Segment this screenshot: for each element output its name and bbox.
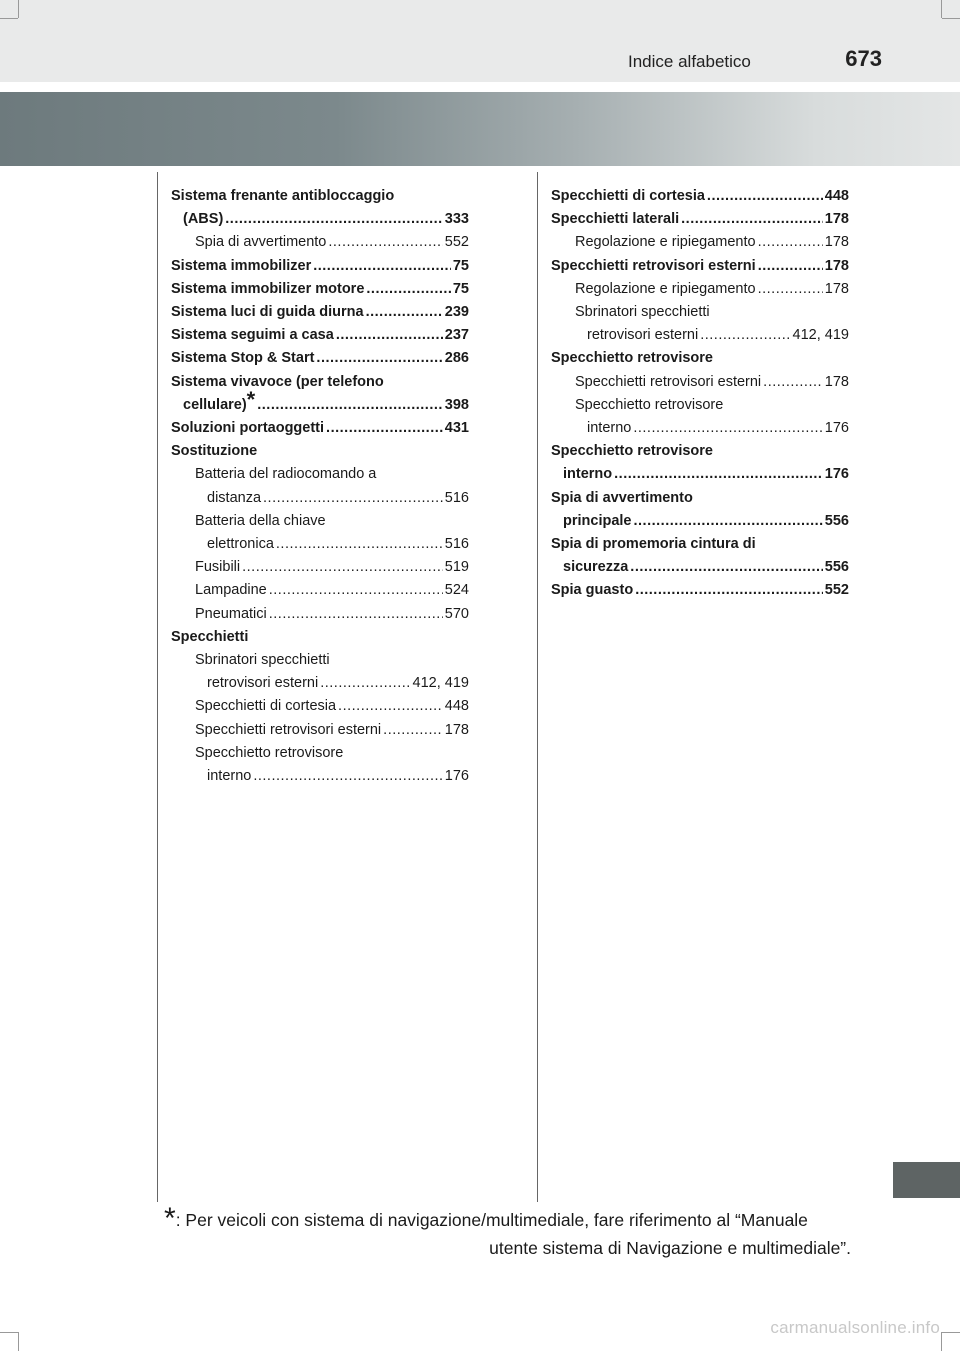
index-entry-label bbox=[575, 278, 756, 301]
index-entry bbox=[551, 255, 849, 278]
dot-leader bbox=[635, 579, 823, 602]
index-entry-page: 178 bbox=[444, 721, 469, 738]
dot-leader bbox=[383, 719, 443, 742]
index-entry-page: 176 bbox=[824, 466, 849, 483]
index-entry-page: 178 bbox=[824, 373, 849, 390]
dot-leader bbox=[242, 556, 443, 579]
index-entry bbox=[551, 510, 849, 533]
crop-mark bbox=[0, 1332, 18, 1333]
index-entry bbox=[551, 556, 849, 579]
dot-leader bbox=[326, 417, 443, 440]
index-entry-label-text: Specchietti laterali bbox=[551, 211, 680, 228]
dot-leader bbox=[758, 255, 823, 278]
dot-leader bbox=[336, 324, 443, 347]
dot-leader bbox=[681, 208, 823, 231]
dot-leader bbox=[366, 278, 450, 301]
index-heading-line bbox=[171, 185, 469, 208]
index-entry-label bbox=[207, 765, 251, 788]
index-heading-line bbox=[171, 626, 469, 649]
dot-leader bbox=[700, 324, 790, 347]
index-entry-label bbox=[171, 347, 314, 370]
index-heading-text: Sostituzione bbox=[171, 443, 258, 460]
index-entry bbox=[171, 347, 469, 370]
index-entry-page: 75 bbox=[452, 257, 469, 274]
dot-leader bbox=[614, 463, 823, 486]
index-entry bbox=[551, 208, 849, 231]
dot-leader bbox=[269, 579, 443, 602]
index-column-right bbox=[551, 185, 849, 603]
footnote-line-1: : Per veicoli con sistema di navigazione/multimediale, fare riferimento al “Manuale bbox=[175, 1210, 808, 1230]
left-column-rule bbox=[157, 172, 158, 1202]
index-entry bbox=[171, 765, 469, 788]
index-entry bbox=[551, 579, 849, 602]
index-heading-text: Spia di promemoria cintura di bbox=[551, 536, 756, 553]
index-entry-page: 556 bbox=[824, 559, 849, 576]
page-number: 673 bbox=[845, 46, 882, 71]
index-entry-page: 552 bbox=[444, 234, 469, 251]
index-entry-label-text: Specchietti retrovisori esterni bbox=[195, 721, 382, 738]
dot-leader bbox=[366, 301, 443, 324]
index-entry bbox=[171, 695, 469, 718]
dot-leader bbox=[633, 417, 822, 440]
dot-leader bbox=[763, 371, 823, 394]
index-entry-label-text: principale bbox=[563, 512, 632, 529]
index-entry-page: 412, 419 bbox=[412, 675, 469, 692]
index-entry-page: 333 bbox=[444, 211, 469, 228]
crop-mark bbox=[942, 18, 960, 19]
index-entry-label-text: Specchietti di cortesia bbox=[195, 698, 337, 715]
dot-leader bbox=[316, 347, 442, 370]
index-entry-label-text: Spia di avvertimento bbox=[195, 234, 327, 251]
index-heading-text: Specchietto retrovisore bbox=[575, 396, 724, 413]
crop-mark bbox=[942, 1332, 960, 1333]
index-entry-label bbox=[195, 231, 326, 254]
dot-leader bbox=[276, 533, 443, 556]
index-entry-page: 178 bbox=[824, 234, 849, 251]
index-entry-page: 178 bbox=[824, 211, 849, 228]
index-entry bbox=[171, 487, 469, 510]
index-heading-text: Specchietto retrovisore bbox=[551, 443, 713, 460]
index-entry-page: 239 bbox=[444, 304, 469, 321]
index-entry-label-text: Spia guasto bbox=[551, 582, 634, 599]
index-heading-line bbox=[551, 394, 849, 417]
index-entry-label bbox=[551, 579, 633, 602]
index-entry-page: 556 bbox=[824, 512, 849, 529]
index-entry-label bbox=[195, 603, 267, 626]
index-entry-label-text: Specchietti di cortesia bbox=[551, 188, 705, 204]
index-entry bbox=[171, 278, 469, 301]
index-entry-label-text: Sistema luci di guida diurna bbox=[171, 304, 364, 321]
index-heading-line bbox=[171, 371, 469, 394]
index-entry-page: 176 bbox=[444, 768, 469, 785]
index-heading-line bbox=[171, 510, 469, 533]
decorative-gradient-band bbox=[0, 92, 960, 166]
index-entry-label-text: Sistema immobilizer bbox=[171, 257, 312, 274]
index-entry-page: 516 bbox=[444, 536, 469, 553]
index-entry-page: 519 bbox=[444, 559, 469, 576]
dot-leader bbox=[263, 487, 443, 510]
dot-leader bbox=[269, 603, 443, 626]
index-entry-page: 286 bbox=[444, 350, 469, 367]
index-entry-page: 178 bbox=[824, 280, 849, 297]
index-entry-label-text: retrovisori esterni bbox=[587, 327, 699, 344]
index-entry-label-text: retrovisori esterni bbox=[207, 675, 319, 692]
index-entry-label-text: Specchietti retrovisori esterni bbox=[551, 257, 756, 274]
index-heading-line bbox=[551, 347, 849, 370]
index-entry-page: 75 bbox=[452, 280, 469, 297]
index-entry bbox=[171, 603, 469, 626]
index-heading-text: Batteria del radiocomando a bbox=[195, 466, 377, 483]
section-title: Indice alfabetico bbox=[628, 52, 751, 71]
index-heading-text: Specchietti bbox=[171, 628, 249, 645]
index-entry bbox=[551, 278, 849, 301]
index-entry bbox=[171, 719, 469, 742]
index-entry bbox=[171, 231, 469, 254]
index-entry bbox=[171, 672, 469, 695]
index-entry-label-text: elettronica bbox=[207, 536, 274, 553]
index-entry-label-text: sicurezza bbox=[563, 559, 629, 576]
dot-leader bbox=[634, 510, 823, 533]
index-entry-label-text: Sistema Stop & Start bbox=[171, 350, 315, 367]
index-entry-label bbox=[183, 386, 256, 417]
index-entry-label-text: Regolazione e ripiegamento bbox=[575, 280, 756, 297]
index-entry-label-text: interno bbox=[563, 466, 613, 483]
index-entry-label-text: Regolazione e ripiegamento bbox=[575, 234, 756, 251]
index-entry-label bbox=[195, 579, 267, 602]
index-entry bbox=[171, 255, 469, 278]
index-entry-label-text: interno bbox=[207, 768, 252, 785]
index-entry-label-text: (ABS) bbox=[183, 211, 224, 228]
index-entry-page: 524 bbox=[444, 582, 469, 599]
index-entry-label bbox=[587, 417, 631, 440]
dot-leader bbox=[758, 278, 823, 301]
index-entry-label bbox=[183, 208, 223, 231]
index-entry-label bbox=[195, 556, 240, 579]
index-heading-line bbox=[171, 463, 469, 486]
index-entry bbox=[551, 185, 849, 208]
index-heading-text: Specchietto retrovisore bbox=[551, 350, 713, 367]
header-band bbox=[0, 0, 960, 82]
index-entry-label-text: interno bbox=[587, 420, 632, 437]
center-column-rule bbox=[537, 172, 538, 1202]
index-entry-label bbox=[171, 417, 324, 440]
index-entry-label bbox=[563, 556, 628, 579]
index-entry-page: 398 bbox=[444, 396, 469, 413]
crop-mark bbox=[18, 0, 19, 18]
index-entry bbox=[171, 533, 469, 556]
dot-leader bbox=[253, 765, 442, 788]
index-entry-label bbox=[207, 672, 318, 695]
dot-leader bbox=[328, 231, 442, 254]
index-heading-text: Spia di avvertimento bbox=[551, 489, 693, 506]
index-entry bbox=[551, 231, 849, 254]
index-entry bbox=[551, 324, 849, 347]
index-entry-page: 237 bbox=[444, 327, 469, 344]
dot-leader bbox=[320, 672, 410, 695]
watermark: carmanualsonline.info bbox=[770, 1318, 940, 1337]
footnote-marker: * bbox=[246, 386, 256, 412]
crop-mark bbox=[18, 1332, 19, 1351]
index-entry-label-text: distanza bbox=[207, 489, 262, 506]
index-entry-label-text: Sistema seguimi a casa bbox=[171, 327, 334, 344]
dot-leader bbox=[257, 394, 443, 417]
index-entry-label bbox=[195, 719, 381, 742]
dot-leader bbox=[707, 185, 823, 208]
index-entry bbox=[171, 324, 469, 347]
index-entry-label bbox=[207, 533, 274, 556]
index-entry-label-text: cellulare) bbox=[183, 396, 247, 413]
index-entry bbox=[551, 463, 849, 486]
index-heading-line bbox=[551, 487, 849, 510]
index-heading-text: Specchietto retrovisore bbox=[195, 744, 344, 761]
footnote-line-2: utente sistema di Navigazione e multimediale”. bbox=[489, 1238, 851, 1258]
index-entry bbox=[171, 579, 469, 602]
index-entry-label bbox=[171, 301, 364, 324]
crop-mark bbox=[941, 0, 942, 18]
index-heading-text: Sbrinatori specchietti bbox=[575, 304, 710, 321]
index-entry-label bbox=[171, 278, 364, 301]
side-thumb-tab bbox=[893, 1162, 960, 1198]
index-heading-text: Batteria della chiave bbox=[195, 512, 326, 529]
index-entry-label-text: Soluzioni portaoggetti bbox=[171, 420, 325, 437]
index-entry-page: 516 bbox=[444, 489, 469, 506]
crop-mark bbox=[0, 18, 18, 19]
index-entry-page: 448 bbox=[824, 188, 849, 204]
index-entry-label bbox=[171, 255, 311, 278]
dot-leader bbox=[338, 695, 443, 718]
index-entry-label-text: Sistema immobilizer motore bbox=[171, 280, 365, 297]
index-entry-label bbox=[575, 371, 761, 394]
index-entry-page: 178 bbox=[824, 257, 849, 274]
index-entry-label bbox=[551, 255, 756, 278]
index-entry bbox=[171, 208, 469, 231]
index-entry-label bbox=[575, 231, 756, 254]
index-entry-label bbox=[563, 510, 632, 533]
index-entry-label bbox=[171, 324, 334, 347]
index-heading-text: Sbrinatori specchietti bbox=[195, 652, 330, 669]
index-entry-page: 448 bbox=[444, 698, 469, 715]
index-entry bbox=[171, 556, 469, 579]
index-heading-line bbox=[551, 301, 849, 324]
dot-leader bbox=[313, 255, 451, 278]
footnote-star: * bbox=[164, 1202, 176, 1235]
index-entry-label-text: Pneumatici bbox=[195, 605, 267, 622]
index-entry bbox=[171, 301, 469, 324]
index-heading-line bbox=[551, 440, 849, 463]
index-entry-page: 176 bbox=[824, 420, 849, 437]
footnote bbox=[164, 1202, 851, 1262]
index-entry bbox=[551, 417, 849, 440]
index-entry-label-text: Lampadine bbox=[195, 582, 267, 599]
index-heading-text: Sistema vivavoce (per telefono bbox=[171, 373, 384, 390]
index-heading-line bbox=[171, 440, 469, 463]
index-heading-line bbox=[171, 742, 469, 765]
index-entry-page: 412, 419 bbox=[792, 327, 849, 344]
index-entry bbox=[171, 386, 469, 417]
index-heading-text: Sistema frenante antibloccaggio bbox=[171, 188, 395, 204]
dot-leader bbox=[225, 208, 443, 231]
crop-mark bbox=[941, 1332, 942, 1351]
index-entry-label bbox=[207, 487, 261, 510]
index-heading-line bbox=[551, 533, 849, 556]
index-entry-label bbox=[587, 324, 698, 347]
index-entry-page: 552 bbox=[824, 582, 849, 599]
index-entry-label bbox=[563, 463, 612, 486]
index-heading-line bbox=[171, 649, 469, 672]
index-entry-label bbox=[551, 185, 705, 208]
index-entry-label bbox=[195, 695, 336, 718]
index-entry-label bbox=[551, 208, 679, 231]
dot-leader bbox=[758, 231, 823, 254]
index-entry bbox=[171, 417, 469, 440]
index-column-left bbox=[171, 185, 469, 788]
dot-leader bbox=[630, 556, 823, 579]
index-entry-label-text: Specchietti retrovisori esterni bbox=[575, 373, 762, 390]
index-entry-page: 570 bbox=[444, 605, 469, 622]
index-entry bbox=[551, 371, 849, 394]
index-entry-label-text: Fusibili bbox=[195, 559, 241, 576]
index-entry-page: 431 bbox=[444, 420, 469, 437]
